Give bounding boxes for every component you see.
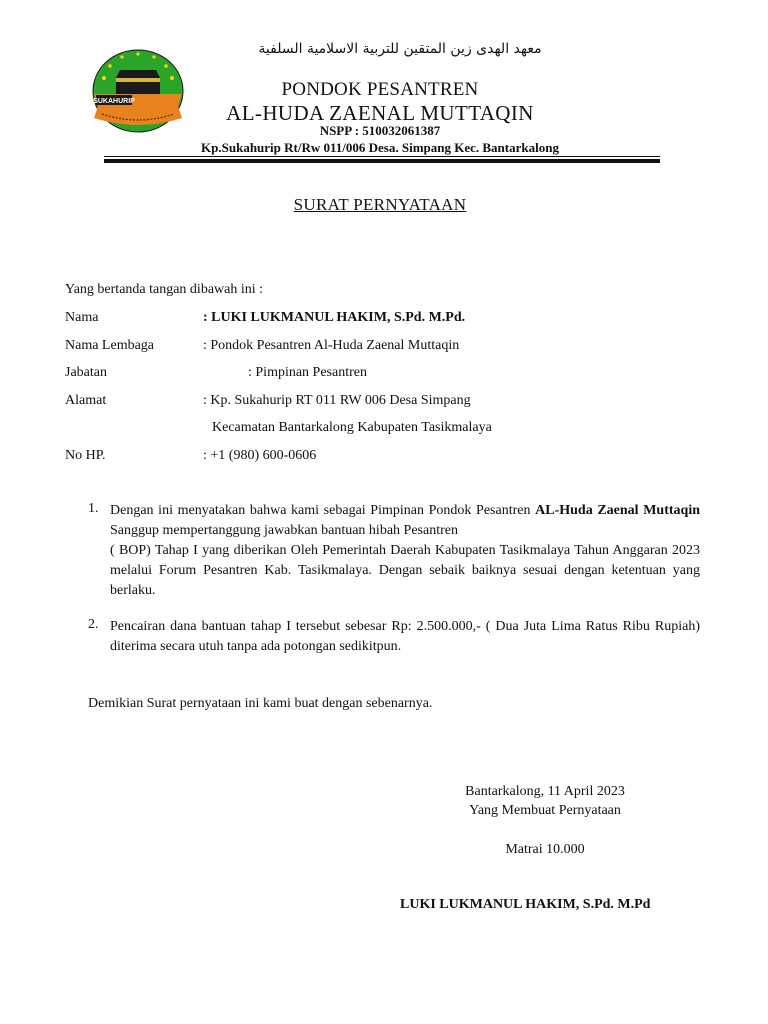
statement-number: 1. <box>88 501 99 516</box>
signer-name: LUKI LUKMANUL HAKIM, S.Pd. M.Pd <box>400 897 651 912</box>
field-value-name: : LUKI LUKMANUL HAKIM, S.Pd. M.Pd. <box>203 310 466 325</box>
field-value-phone: : +1 (980) 600-0606 <box>203 448 317 463</box>
institution-name: AL-HUDA ZAENAL MUTTAQIN <box>226 101 534 125</box>
statement-item <box>110 501 700 601</box>
document-title: SURAT PERNYATAAN <box>293 195 467 214</box>
field-value-address: : Kp. Sukahurip RT 011 RW 006 Desa Simpang <box>203 393 471 408</box>
letterhead-divider-thick <box>104 159 660 163</box>
field-value-address-line2: Kecamatan Bantarkalong Kabupaten Tasikmalaya <box>212 420 492 435</box>
stamp-duty-note: Matrai 10.000 <box>505 842 585 857</box>
signature-role: Yang Membuat Pernyataan <box>469 803 621 818</box>
institution-address: Kp.Sukahurip Rt/Rw 011/006 Desa. Simpang Kec. Bantarkalong <box>201 140 559 155</box>
field-value-position: : Pimpinan Pesantren <box>248 365 367 380</box>
statement-text: Dengan ini menyatakan bahwa kami sebagai Pimpinan Pondok Pesantren <box>110 503 536 518</box>
logo-text: SUKAHURIP <box>93 98 135 105</box>
field-label-address: Alamat <box>65 393 107 408</box>
statement-item: Pencairan dana bantuan tahap I tersebut sebesar Rp: 2.500.000,- ( Dua Juta Lima Ratus Ribu Rupiah) diterima secara utuh tanpa ada potongan sedikitpun. <box>110 619 700 654</box>
place-date: Bantarkalong, 11 April 2023 <box>465 784 625 799</box>
statement-text: ( BOP) Tahap I yang diberikan Oleh Pemerintah Daerah Kabupaten Tasikmalaya Tahun Anggaran 2023 melalui Forum Pesantren Kab. Tasikmalaya. Dengan sebaik baiknya sesuai dengan ketentuan yang berlaku. <box>110 543 700 598</box>
field-label-name: Nama <box>65 310 99 325</box>
field-label-position: Jabatan <box>65 365 107 380</box>
field-value-institution: : Pondok Pesantren Al-Huda Zaenal Muttaqin <box>203 338 460 353</box>
closing-text: Demikian Surat pernyataan ini kami buat dengan sebenarnya. <box>88 696 433 711</box>
intro-text: Yang bertanda tangan dibawah ini : <box>65 282 264 297</box>
letterhead-divider-thin <box>104 156 660 157</box>
institution-type: PONDOK PESANTREN <box>281 79 479 100</box>
statement-bold-name: AL-Huda Zaenal Muttaqin <box>535 503 700 518</box>
field-label-institution: Nama Lembaga <box>65 338 155 353</box>
arabic-institution-name: معهد الهدى زين المتقين للتربية الاسلامية السلفية <box>258 41 542 57</box>
statement-text: Sanggup mempertanggung jawabkan bantuan hibah Pesantren <box>110 523 458 538</box>
statement-number: 2. <box>88 617 99 632</box>
nspp-number: NSPP : 510032061387 <box>319 123 441 138</box>
field-label-phone: No HP. <box>65 448 106 463</box>
